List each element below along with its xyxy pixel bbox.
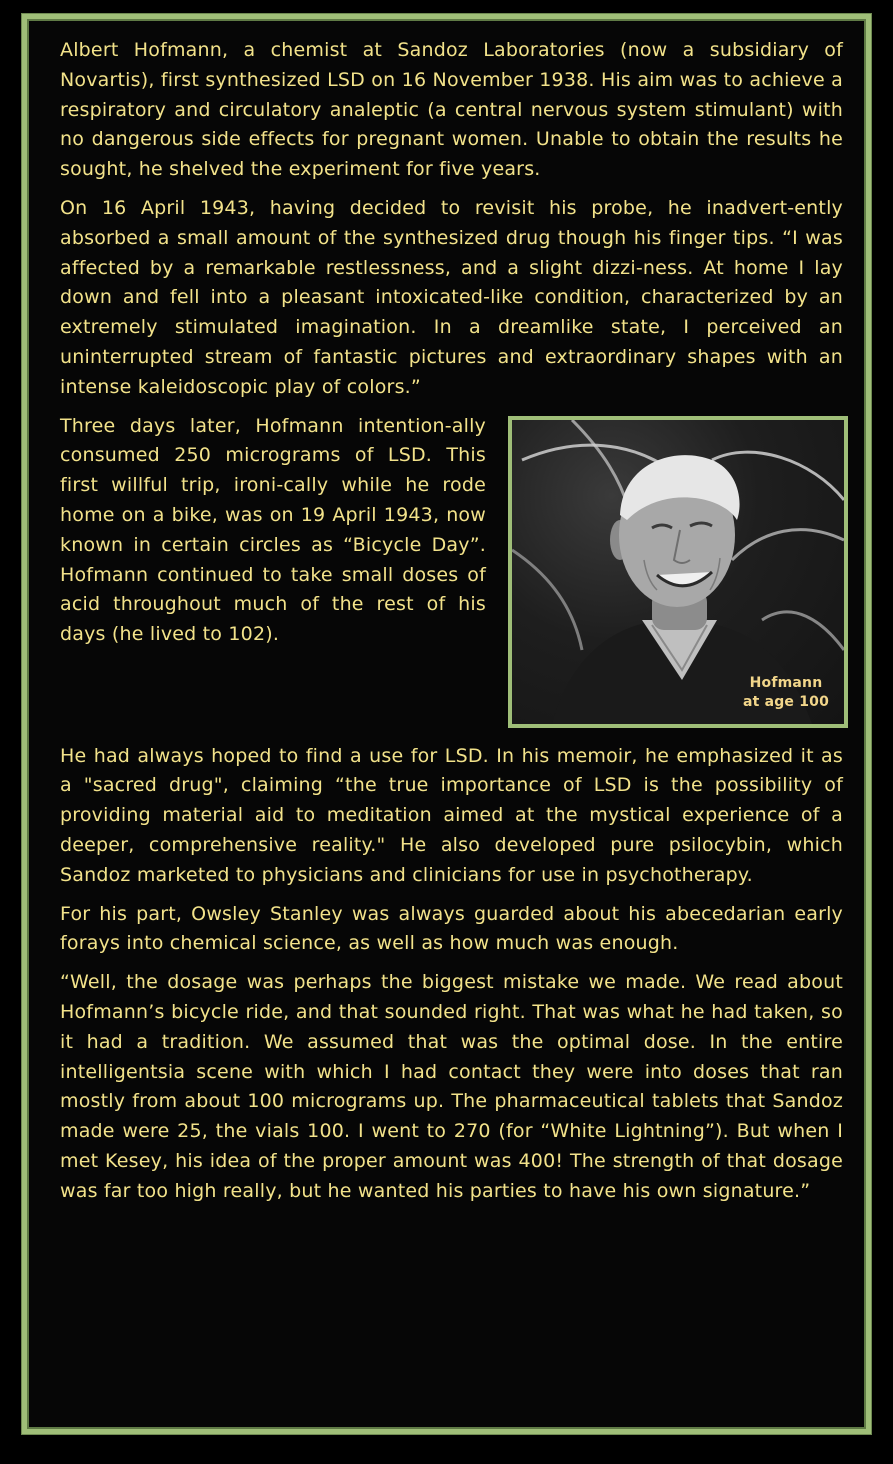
- paragraph-2: On 16 April 1943, having decided to revisit his probe, he inadvert-ently absorbed a small amount of the synthesized drug though his finger tips. “I was affected by a remarkable restlessness, and a slight dizzi-ness. At home I lay down and fell into a pleasant intoxicated-like condition, characterized by an extremely stimulated imagination. In a dreamlike state, I perceived an uninterrupted stream of fantastic pictures and extraordinary shapes with an intense kaleidoscopic play of colors.”: [60, 196, 843, 398]
- paragraph-3: Three days later, Hofmann intention-ally consumed 250 micrograms of LSD. This first willful trip, ironi-cally while he rode home on a bike, was on 19 April 1943, now known in certain circles as “Bicycle Day”. Hofmann continued to take small doses of acid throughout much of the rest of his days (he lived to 102).: [60, 414, 486, 646]
- paragraph-5: For his part, Owsley Stanley was always guarded about his abecedarian early forays into chemical science, as well as how much was enough.: [60, 902, 843, 955]
- paragraph-4: He had always hoped to find a use for LSD. In his memoir, he emphasized it as a "sacred drug", claiming “the true importance of LSD is the possibility of providing material aid to meditation aimed at the mystical experience of a deeper, comprehensive reality." He also developed pure psilocybin, which Sandoz marketed to physicians and clinicians for use in psychotherapy.: [60, 744, 843, 886]
- photo-caption-line-1: Hofmann: [749, 674, 823, 691]
- photo-caption: [736, 674, 836, 712]
- paragraph-1: Albert Hofmann, a chemist at Sandoz Laboratories (now a subsidiary of Novartis), first synthesized LSD on 16 November 1938. His aim was to achieve a respiratory and circulatory analeptic (a central nervous system stimulant) with no dangerous side effects for pregnant women. Unable to obtain the results he sought, he shelved the experiment for five years.: [60, 39, 843, 181]
- article-body: [60, 36, 843, 1216]
- paragraph-6: “Well, the dosage was perhaps the biggest mistake we made. We read about Hofmann’s bicycle ride, and that sounded right. That was what he had taken, so it had a tradition. We assumed that was the optimal dose. In the entire intelligentsia scene with which I had contact they were into doses that ran mostly from about 100 micrograms up. The pharmaceutical tablets that Sandoz made were 25, the vials 100. I went to 270 (for “White Lightning”). But when I met Kesey, his idea of the proper amount was 400! The strength of that dosage was far too high really, but he wanted his parties to have his own signature.”: [60, 971, 843, 1202]
- hofmann-photo: [508, 416, 848, 728]
- photo-caption-line-2: at age 100: [742, 693, 830, 710]
